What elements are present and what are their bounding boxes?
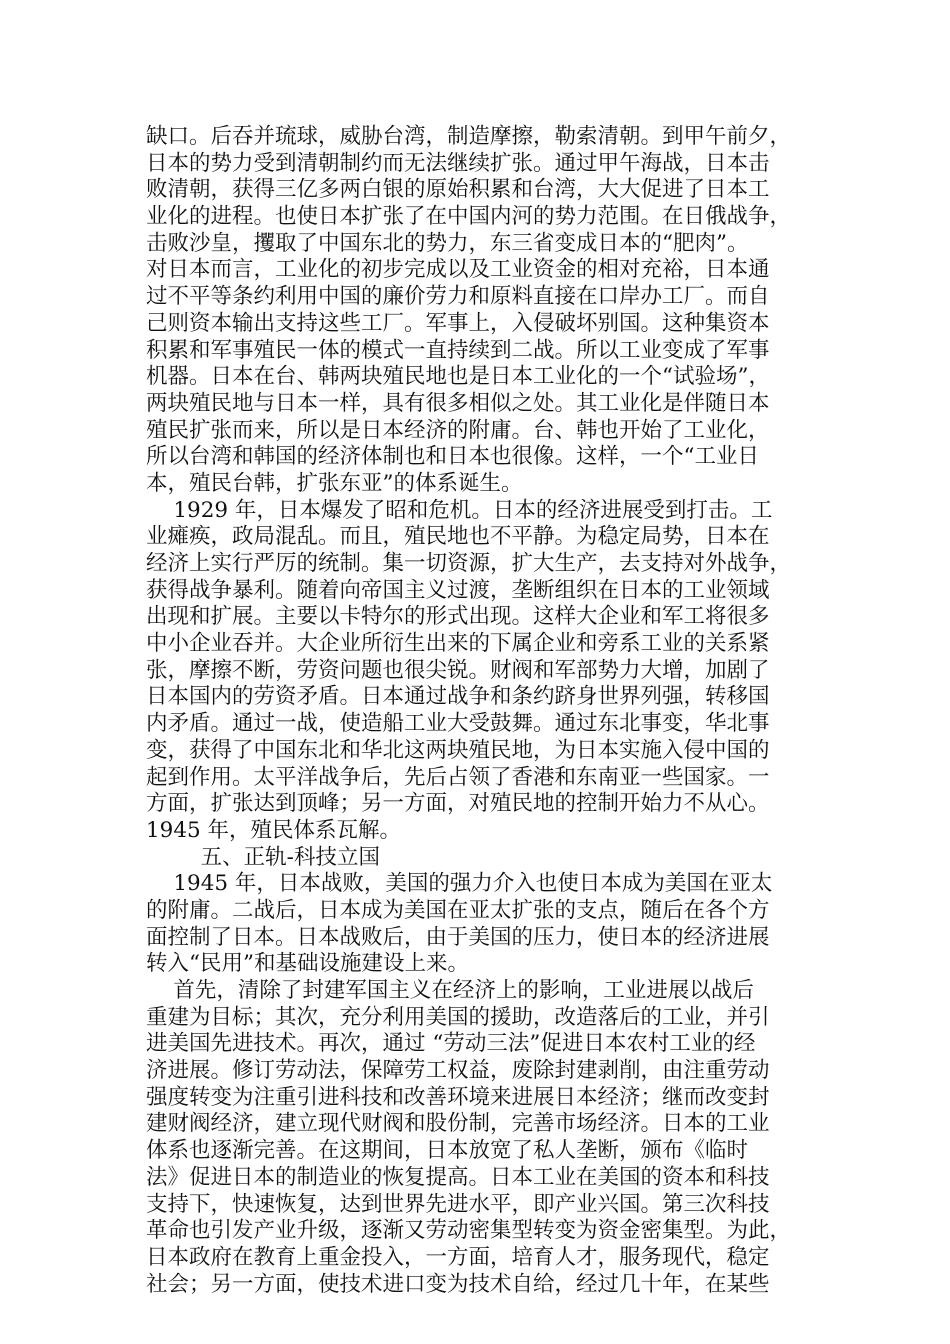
text-line: 日本的势力受到清朝制约而无法继续扩张。通过甲午海战，日本击 <box>146 150 770 176</box>
text-line: 强度转变为注重引进科技和改善环境来进展日本经济；继而改变封 <box>146 1084 770 1110</box>
text-line: 进美国先进技术。再次，通过 “劳动三法”促进日本农村工业的经 <box>146 1031 756 1057</box>
text-line: 1945 年，日本战败，美国的强力介入也使日本成为美国在亚太 <box>146 871 773 897</box>
text-line: 的附庸。二战后，日本成为美国在亚太扩张的支点，随后在各个方 <box>146 897 770 923</box>
text-line: 击败沙皇，攫取了中国东北的势力，东三省变成日本的“肥肉”。 <box>146 230 749 256</box>
body-text <box>146 124 806 1298</box>
text-line: 出现和扩展。主要以卡特尔的形式出现。这样大企业和军工将很多 <box>146 604 770 630</box>
text-line: 己则资本输出支持这些工厂。军事上，入侵破坏别国。这种集资本 <box>146 310 770 336</box>
text-line: 支持下，快速恢复，达到世界先进水平，即产业兴国。第三次科技 <box>146 1191 770 1217</box>
text-line: 获得战争暴利。随着向帝国主义过渡，垄断组织在日本的工业领域 <box>146 577 770 603</box>
text-line: 过不平等条约利用中国的廉价劳力和原料直接在口岸办工厂。而自 <box>146 284 770 310</box>
text-line: 日本政府在教育上重金投入，一方面，培育人才，服务现代，稳定 <box>146 1244 770 1270</box>
text-line: 本，殖民台韩，扩张东亚”的体系诞生。 <box>146 470 523 496</box>
text-line: 社会；另一方面，使技术进口变为技术自给，经过几十年，在某些 <box>146 1271 770 1297</box>
text-line: 面控制了日本。日本战败后，由于美国的压力，使日本的经济进展 <box>146 924 770 950</box>
text-line: 革命也引发产业升级，逐渐又劳动密集型转变为资金密集型。为此， <box>146 1218 792 1244</box>
text-line: 体系也逐渐完善。在这期间，日本放宽了私人垄断，颁布《临时 <box>146 1138 749 1164</box>
text-line: 起到作用。太平洋战争后，先后占领了香港和东南亚一些国家。一 <box>146 764 770 790</box>
text-line: 日本国内的劳资矛盾。日本通过战争和条约跻身世界列强，转移国 <box>146 684 770 710</box>
text-line: 经济上实行严厉的统制。集一切资源，扩大生产，去支持对外战争， <box>146 551 792 576</box>
text-line: 重建为目标；其次，充分利用美国的援助，改造落后的工业，并引 <box>146 1004 770 1030</box>
text-line: 济进展。修订劳动法，保障劳工权益，废除封建剥削，由注重劳动 <box>146 1058 770 1084</box>
text-line: 法》促进日本的制造业的恢复提高。日本工业在美国的资本和科技 <box>146 1164 770 1190</box>
text-line: 积累和军事殖民一体的模式一直持续到二战。所以工业变成了军事 <box>146 337 770 363</box>
text-line: 张，摩擦不断，劳资问题也很尖锐。财阀和军部势力大增，加剧了 <box>146 657 770 683</box>
text-line: 业化的进程。也使日本扩张了在中国内河的势力范围。在日俄战争， <box>146 204 792 230</box>
text-line: 五、正轨-科技立国 <box>146 844 380 870</box>
text-line: 两块殖民地与日本一样，具有很多相似之处。其工业化是伴随日本 <box>146 390 770 416</box>
text-line: 对日本而言，工业化的初步完成以及工业资金的相对充裕，日本通 <box>146 257 770 283</box>
text-line: 首先，清除了封建军国主义在经济上的影响，工业进展以战后 <box>146 978 754 1003</box>
text-line: 建财阀经济，建立现代财阀和股份制，完善市场经济。日本的工业 <box>146 1111 770 1137</box>
text-line: 中小企业吞并。大企业所衍生出来的下属企业和旁系工业的关系紧 <box>146 631 770 657</box>
text-line: 殖民扩张而来，所以是日本经济的附庸。台、韩也开始了工业化， <box>146 417 770 443</box>
text-line: 败清朝，获得三亿多两白银的原始积累和台湾，大大促进了日本工 <box>146 177 770 203</box>
text-line: 内矛盾。通过一战，使造船工业大受鼓舞。通过东北事变，华北事 <box>146 711 770 737</box>
text-line: 1945 年，殖民体系瓦解。 <box>146 817 402 843</box>
text-line: 变，获得了中国东北和华北这两块殖民地，为日本实施入侵中国的 <box>146 737 770 763</box>
text-line: 转入“民用”和基础设施建设上来。 <box>146 951 469 977</box>
text-line: 机器。日本在台、韩两块殖民地也是日本工业化的一个“试验场”， <box>146 364 770 390</box>
text-line: 方面，扩张达到顶峰；另一方面，对殖民地的控制开始力不从心。 <box>146 791 770 817</box>
text-line: 缺口。后吞并琉球，威胁台湾，制造摩擦，勒索清朝。到甲午前夕， <box>146 124 792 149</box>
text-line: 1929 年，日本爆发了昭和危机。日本的经济进展受到打击。工 <box>146 497 773 523</box>
text-line: 所以台湾和韩国的经济体制也和日本也很像。这样，一个“工业日 <box>146 444 759 470</box>
text-line: 业瘫痪，政局混乱。而且，殖民地也不平静。为稳定局势，日本在 <box>146 524 770 550</box>
